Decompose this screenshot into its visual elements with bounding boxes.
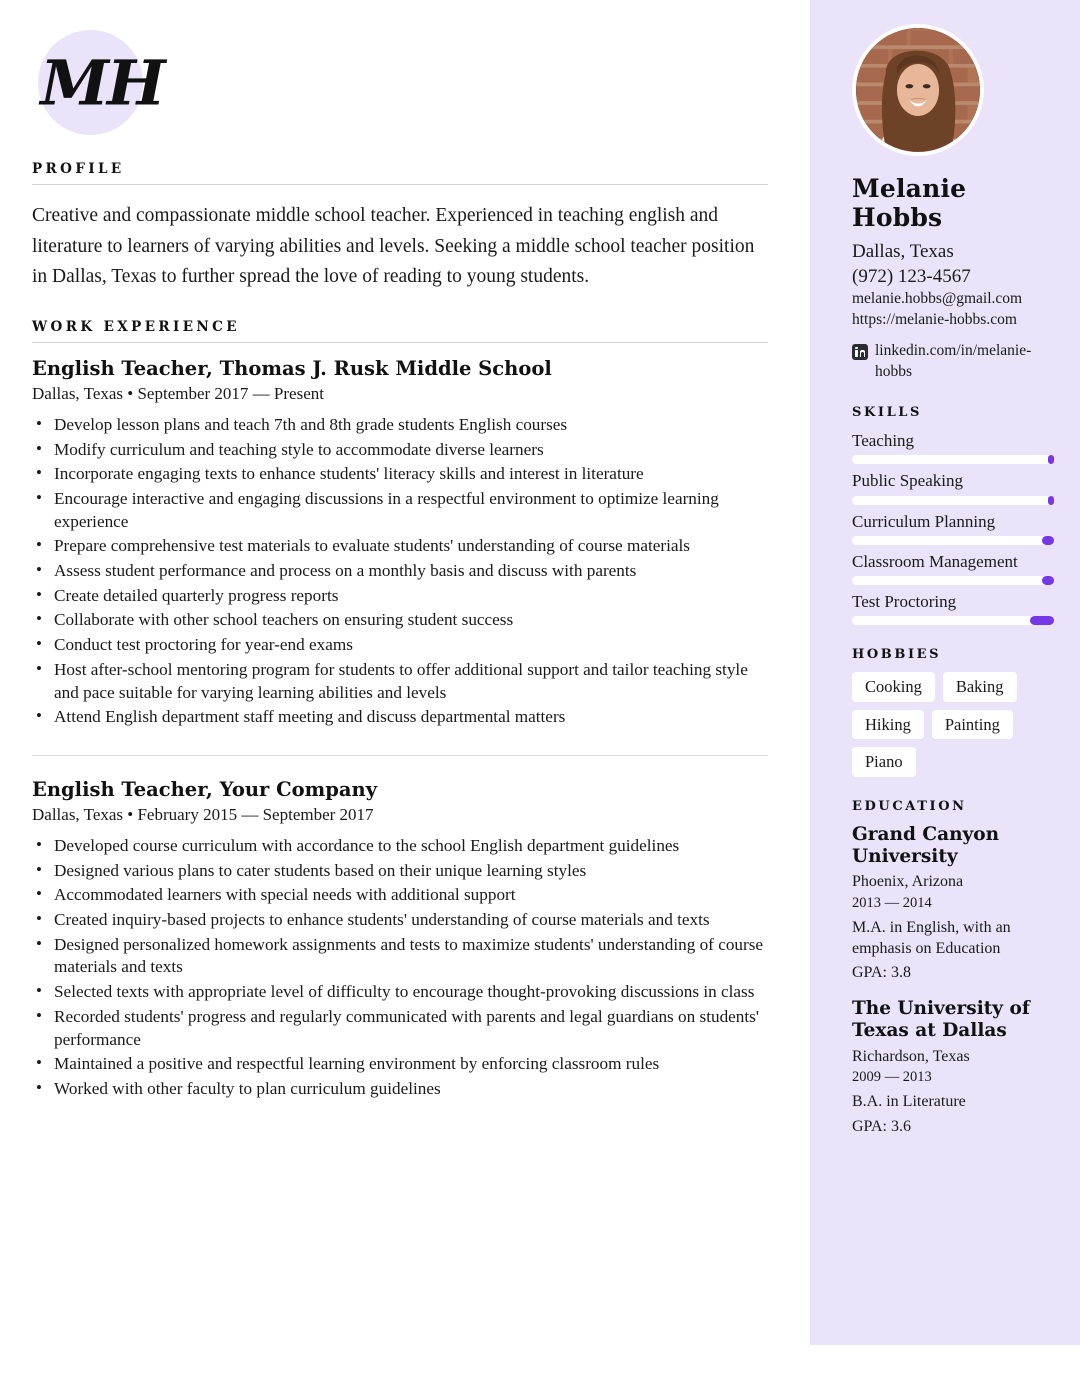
contact-block [852, 240, 1050, 383]
list-item: • Accommodated learners with special needs with additional support [32, 884, 768, 907]
list-item: • Incorporate engaging texts to enhance students' literacy skills and interest in literature [32, 463, 768, 486]
skill-label: Teaching [852, 431, 915, 451]
hobby-chip: Hiking [852, 710, 924, 739]
skill-label: Classroom Management [852, 551, 1018, 571]
contact-linkedin-label: linkedin.com/in/melanie-hobbs [875, 342, 1032, 381]
job-bullet-list [32, 414, 768, 729]
education-dates: 2009 — 2013 [852, 1069, 932, 1086]
job-meta: Dallas, Texas • September 2017 — Present [32, 383, 324, 403]
list-item: • Conduct test proctoring for year-end exams [32, 634, 768, 657]
list-item: • Attend English department staff meeting and discuss departmental matters [32, 706, 768, 729]
education-degree: B.A. in Literature [852, 1093, 966, 1111]
hobby-chip: Baking [943, 672, 1017, 701]
education-gpa: GPA: 3.6 [852, 1118, 911, 1136]
candidate-name: Melanie Hobbs [852, 174, 967, 232]
list-item: • Modify curriculum and teaching style to accommodate diverse learners [32, 439, 768, 462]
list-item: • Encourage interactive and engaging discussions in a respectful environment to optimize learning experience [32, 488, 768, 533]
education-location: Phoenix, Arizona [852, 873, 964, 890]
skill-bar [852, 616, 1054, 625]
job-title: English Teacher, Your Company [32, 777, 378, 801]
list-item: • Create detailed quarterly progress reports [32, 585, 768, 608]
hobby-chip: Painting [932, 710, 1013, 739]
profile-photo [852, 24, 984, 156]
job-divider [32, 755, 768, 756]
education-location: Richardson, Texas [852, 1047, 970, 1065]
education-gpa: GPA: 3.8 [852, 964, 911, 982]
skill-bar [852, 536, 1054, 545]
section-heading-hobbies: HOBBIES [852, 647, 942, 663]
job-title: English Teacher, Thomas J. Rusk Middle School [32, 356, 552, 380]
skill-item [852, 511, 1054, 545]
job-entry [32, 357, 768, 729]
skill-item [852, 551, 1054, 585]
hobby-chip: Piano [852, 747, 916, 776]
skill-item [852, 470, 1054, 504]
list-item: • Designed personalized homework assignments and tests to maximize students' understanding of course materials and texts [32, 934, 768, 979]
education-school: Grand Canyon University [852, 823, 1000, 867]
education-entry [852, 998, 1052, 1138]
list-item: • Prepare comprehensive test materials to evaluate students' understanding of course materials [32, 535, 768, 558]
list-item: • Designed various plans to cater students based on their unique learning styles [32, 860, 768, 883]
skill-item [852, 591, 1054, 625]
skill-bar-handle [1048, 455, 1054, 464]
list-item: • Host after-school mentoring program for students to offer additional support and tailor teaching style and pace suitable for varying learning abilities and levels [32, 659, 768, 704]
job-meta: Dallas, Texas • February 2015 — September 2017 [32, 804, 374, 824]
section-heading-education: EDUCATION [852, 798, 967, 814]
skill-bar-handle [1042, 536, 1054, 545]
job-entry [32, 778, 768, 1101]
list-item: • Maintained a positive and respectful learning environment by enforcing classroom rules [32, 1053, 768, 1076]
job-bullet-list [32, 835, 768, 1101]
skill-label: Public Speaking [852, 471, 963, 491]
contact-linkedin[interactable] [852, 341, 1050, 383]
skill-bar [852, 455, 1054, 464]
list-item: • Selected texts with appropriate level of difficulty to encourage thought-provoking discussions in class [32, 981, 768, 1004]
skill-label: Test Proctoring [852, 592, 957, 612]
list-item: • Recorded students' progress and regularly communicated with parents and legal guardians on students' performance [32, 1006, 768, 1051]
sidebar [810, 0, 1080, 1345]
skill-bar-handle [1048, 496, 1054, 505]
hobby-chip: Cooking [852, 672, 935, 701]
hobbies-list [852, 672, 1062, 776]
skill-bar [852, 576, 1054, 585]
linkedin-icon [852, 344, 868, 360]
skill-bar-handle [1042, 576, 1054, 585]
profile-text: Creative and compassionate middle school teacher. Experienced in teaching english and literature to learners of varying abilities and levels. Seeking a middle school teacher position in Dallas, Texas to further spread the love of reading to young students. [32, 205, 755, 288]
list-item: • Assess student performance and process on a monthly basis and discuss with parents [32, 560, 768, 583]
education-dates: 2013 — 2014 [852, 894, 932, 911]
list-item: • Created inquiry-based projects to enhance students' understanding of course materials and texts [32, 909, 768, 932]
skill-label: Curriculum Planning [852, 511, 996, 531]
section-divider [32, 184, 768, 185]
contact-phone[interactable]: (972) 123-4567 [852, 265, 971, 287]
contact-website[interactable]: https://melanie-hobbs.com [852, 311, 1017, 329]
avatar [852, 24, 984, 156]
skill-bar-handle [1030, 616, 1054, 625]
list-item: • Worked with other faculty to plan curriculum guidelines [32, 1078, 768, 1101]
section-divider [32, 342, 768, 343]
list-item: • Developed course curriculum with accordance to the school English department guidelines [32, 835, 768, 858]
contact-email[interactable]: melanie.hobbs@gmail.com [852, 290, 1023, 308]
contact-location: Dallas, Texas [852, 241, 954, 262]
list-item: • Collaborate with other school teachers on ensuring student success [32, 609, 768, 632]
section-heading-work-experience: WORK EXPERIENCE [32, 318, 240, 335]
list-item: • Develop lesson plans and teach 7th and 8th grade students English courses [32, 414, 768, 437]
skill-bar [852, 496, 1054, 505]
education-degree: M.A. in English, with an emphasis on Education [852, 918, 1011, 957]
skill-item [852, 430, 1054, 464]
education-entry [852, 824, 1052, 985]
section-heading-profile: PROFILE [32, 161, 125, 177]
monogram-initials: MH [40, 46, 164, 119]
education-school: The University of Texas at Dallas [852, 998, 1030, 1042]
monogram-logo [38, 30, 164, 135]
section-heading-skills: SKILLS [852, 405, 923, 421]
